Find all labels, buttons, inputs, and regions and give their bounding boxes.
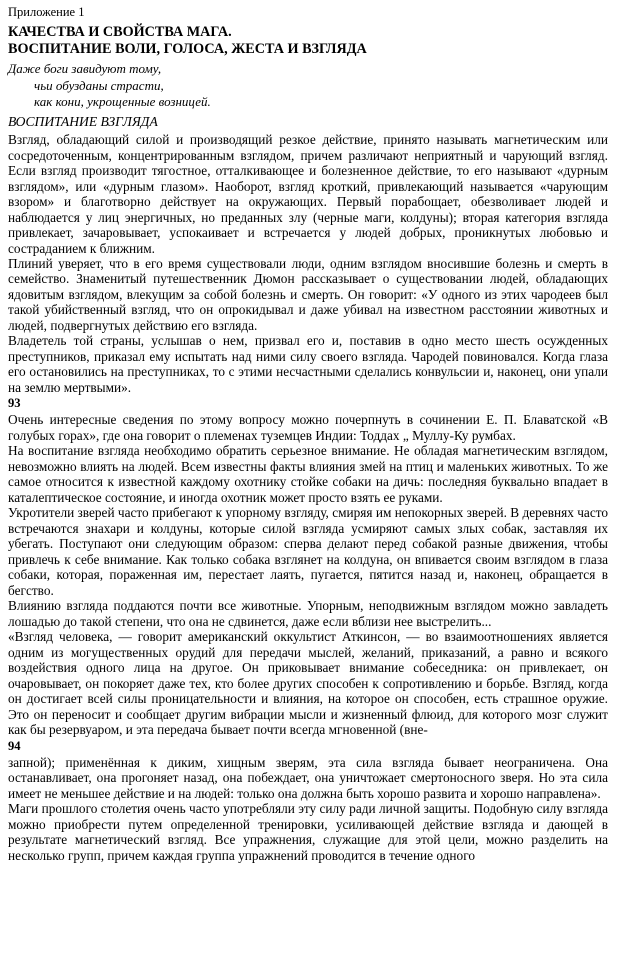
paragraph: Очень интересные сведения по этому вопросу можно почерпнуть в сочинении Е. П. Блаватской «В голубых горах», где она говорит о племенах туземцев Индии: Тоддах „ Муллу-Ку румбах. bbox=[8, 412, 608, 443]
document-title bbox=[8, 24, 608, 59]
epigraph-line-2: чьи обузданы страсти, bbox=[34, 77, 164, 93]
epigraph bbox=[8, 61, 608, 110]
paragraph: Укротители зверей часто прибегают к упорному взгляду, смиряя им непокорных зверей. В деревнях часто встречаются знахари и колдуны, которые силой взгляда усмиряют самых злых собак, заставляя их убегать. Поступают они следующим образом: сперва делают перед собакой разные движения, чтобы привлечь к себе внимание. Как только собака взглянет на колдуна, он впивается своим взглядом в глаза собаки, которая, пораженная им, перестает лаять, пугается, пятится назад и, наконец, обращается в бегство. bbox=[8, 505, 608, 598]
paragraph: Владетель той страны, услышав о нем, призвал его и, поставив в одно место шесть осужденных преступников, приказал ему испытать над ними силу своего взгляда. Чародей повиновался. Когда глаза его остановились на преступниках, то с этими несчастными сделались конвульсии и, наконец, они упали на землю мертвыми». bbox=[8, 333, 608, 395]
paragraph: «Взгляд человека, — говорит американский оккультист Аткинсон, — во взаимоотношениях является одним из могущественных орудий для передачи мыслей, желаний, приказаний, а равно и всякого воздействия одного лица на другое. Он приковывает внимание собеседника: он привлекает, он очаровывает, он покоряет даже тех, кто более других способен к сопротивлению и борьбе. Взгляд, когда он достигает всей силы проницательности и влияния, на которое он способен, есть страшное оружие. Это он переносит и сообщает другим вибрации мысли и жизненный флюид, для которого мозг служит как бы резервуаром, и эта передача бывает почти всегда мгновенной (вне- bbox=[8, 629, 608, 738]
epigraph-line-3: как кони, укрощенные возницей. bbox=[34, 93, 211, 109]
page-number-marker: 94 bbox=[8, 738, 21, 753]
page-number-marker: 93 bbox=[8, 396, 21, 411]
section-heading: ВОСПИТАНИЕ ВЗГЛЯДА bbox=[8, 114, 158, 130]
title-line-2: ВОСПИТАНИЕ ВОЛИ, ГОЛОСА, ЖЕСТА И ВЗГЛЯДА bbox=[8, 41, 367, 58]
paragraph: Плиний уверяет, что в его время существовали люди, одним взглядом вносившие болезнь и смерть в семейство. Знаменитый путешественник Дюмон рассказывает о существовании людей, обладающих ядовитым взглядом, влекущим за собой болезнь и смерть. Он говорит: «У одного из этих чародеев был такой убийственный взгляд, что он опрокидывал и даже убивал на известном расстоянии животных и людей, подвергнутых действию его взгляда. bbox=[8, 255, 608, 333]
title-line-1: КАЧЕСТВА И СВОЙСТВА МАГА. bbox=[8, 23, 232, 40]
paragraph: На воспитание взгляда необходимо обратить серьезное внимание. Не обладая магнетическим взглядом, невозможно влиять на людей. Всем известны факты влияния змей на птиц и маленьких животных. То же самое относится к известной каждому охотнику стойке собаки на дичь: последняя буквально впадает в каталептическое состояние, и иногда охотник может просто взять ее руками. bbox=[8, 443, 608, 505]
paragraph: запной); применённая к диким, хищным зверям, эта сила взгляда бывает неограничена. Она останавливает, она прогоняет назад, она побеждает, она уничтожает смертоносного зверя. Но эта сила имеет не меньшее действие и на людей: только она должна быть хорошо развита и хорошо направлена». bbox=[8, 754, 608, 801]
paragraph: Влиянию взгляда поддаются почти все животные. Упорным, неподвижным взглядом можно завладеть лошадью до такой степени, что она не сдвинется, даже если вблизи нее выстрелить... bbox=[8, 598, 608, 629]
appendix-label: Приложение 1 bbox=[8, 5, 85, 19]
epigraph-line-1: Даже боги завидуют тому, bbox=[8, 61, 162, 77]
paragraph: Взгляд, обладающий силой и производящий резкое действие, принято называть магнетическим или сосредоточенным, концентрированным взглядом, причем различают неприятный и чарующий взгляд. Если взгляд производит тягостное, отталкивающее и болезненное действие, то его называют «дурным взглядом», или «дурным глазом». Наоборот, взгляд кроткий, привлекающий называется «чарующим взором» и благотворно действует на окружающих. Первый порабощает, обезволивает людей и наблюдается у лиц энергичных, но преданных злу (черные маги, колдуны); вторая категория взгляда привлекает, зачаровывает, успокаивает и встречается у людей добрых, проникнутых любовью и состраданием к ближним. bbox=[8, 132, 608, 256]
paragraph: Маги прошлого столетия очень часто употребляли эту силу ради личной защиты. Подобную силу взгляда можно приобрести путем определенной тренировки, усиливающей действие взгляда и дающей в результате магнетический взгляд. Все упражнения, служащие для этой цели, можно разделить на несколько групп, причем каждая группа упражнений проводится в течение одного bbox=[8, 801, 608, 863]
